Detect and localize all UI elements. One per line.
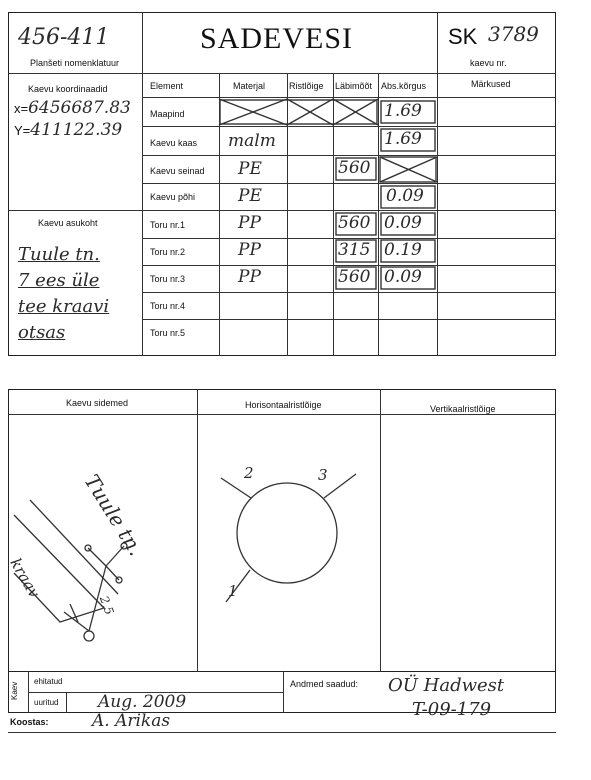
coordinates-label: Kaevu koordinaadid <box>28 84 108 94</box>
row-label-kaas: Kaevu kaas <box>150 138 198 148</box>
street-label: Tuule tn. <box>79 470 149 560</box>
location-line-3: tee kraavi <box>18 296 110 317</box>
row-label-maapind: Maapind <box>150 109 185 119</box>
cell-seinad-materjal: PE <box>238 159 262 179</box>
row-label-toru5: Toru nr.5 <box>150 328 186 338</box>
ditch-label: kraav <box>6 555 44 601</box>
location-line-4: otsas <box>18 322 66 343</box>
cell-toru3-abs: 0.09 <box>384 267 422 287</box>
side-label: 2,5 <box>96 594 117 617</box>
footer-author-value: A. Arikas <box>92 711 171 731</box>
sketch-col1-title: Kaevu sidemed <box>66 398 129 408</box>
cell-toru2-materjal: PP <box>238 240 261 260</box>
row-label-toru3: Toru nr.3 <box>150 274 186 284</box>
sheet-label: Planšeti nomenklatuur <box>30 58 120 68</box>
sketch-col2-title: Horisontaalristlõige <box>245 400 322 410</box>
coord-y-prefix: Y= <box>14 123 31 138</box>
cell-pohi-materjal: PE <box>238 186 262 206</box>
cell-toru2-labimoot: 315 <box>338 240 371 260</box>
row-label-pohi: Kaevu põhi <box>150 192 196 202</box>
footer-side-label: Kaev <box>10 681 19 700</box>
cell-pohi-abs: 0.09 <box>386 186 424 206</box>
coord-x-prefix: x= <box>14 101 29 116</box>
well-label: kaevu nr. <box>470 58 507 68</box>
cell-toru1-abs: 0.09 <box>384 213 422 233</box>
well-prefix: SK <box>448 24 478 49</box>
sketch-col3-title: Vertikaalristlõige <box>430 404 496 414</box>
location-line-1: Tuule tn. <box>18 244 100 265</box>
col-labimoot: Läbimõõt <box>335 81 373 91</box>
row-label-toru4: Toru nr.4 <box>150 301 186 311</box>
h-label-3: 3 <box>318 466 328 484</box>
col-markused: Märkused <box>471 79 511 89</box>
footer-ehitatud-label: ehitatud <box>34 677 63 686</box>
cell-toru3-labimoot: 560 <box>338 267 371 287</box>
well-number: 3789 <box>488 22 539 46</box>
cell-toru2-abs: 0.19 <box>384 240 422 260</box>
location-label: Kaevu asukoht <box>38 218 98 228</box>
cell-kaas-materjal: malm <box>228 131 276 151</box>
cell-toru1-materjal: PP <box>238 213 261 233</box>
footer-data-value-1: OÜ Hadwest <box>388 675 505 696</box>
row-label-toru1: Toru nr.1 <box>150 220 186 230</box>
footer-uuritud-value: Aug. 2009 <box>98 692 187 712</box>
h-label-1: 1 <box>228 582 238 600</box>
footer-data-value-2: T-09-179 <box>412 699 492 720</box>
col-abs: Abs.kõrgus <box>381 81 427 91</box>
h-label-2: 2 <box>244 464 254 482</box>
cell-toru3-materjal: PP <box>238 267 261 287</box>
location-line-2: 7 ees üle <box>18 270 100 291</box>
col-ristloige: Ristlõige <box>289 81 324 91</box>
sheet-number: 456-411 <box>18 25 110 50</box>
cell-maapind-abs: 1.69 <box>384 101 422 121</box>
cell-seinad-labimoot: 560 <box>338 158 371 178</box>
footer-uuritud-label: uuritud <box>34 698 59 707</box>
page-title: SADEVESI <box>200 22 354 55</box>
col-materjal: Materjal <box>233 81 266 91</box>
cell-toru1-labimoot: 560 <box>338 213 371 233</box>
col-element: Element <box>150 81 184 91</box>
row-label-toru2: Toru nr.2 <box>150 247 186 257</box>
row-label-seinad: Kaevu seinad <box>150 166 205 176</box>
coord-y-value: 411122.39 <box>30 120 123 140</box>
footer-data-label: Andmed saadud: <box>290 679 359 689</box>
footer-author-label: Koostas: <box>10 717 49 727</box>
cell-kaas-abs: 1.69 <box>384 129 422 149</box>
coord-x-value: 6456687.83 <box>28 98 131 118</box>
